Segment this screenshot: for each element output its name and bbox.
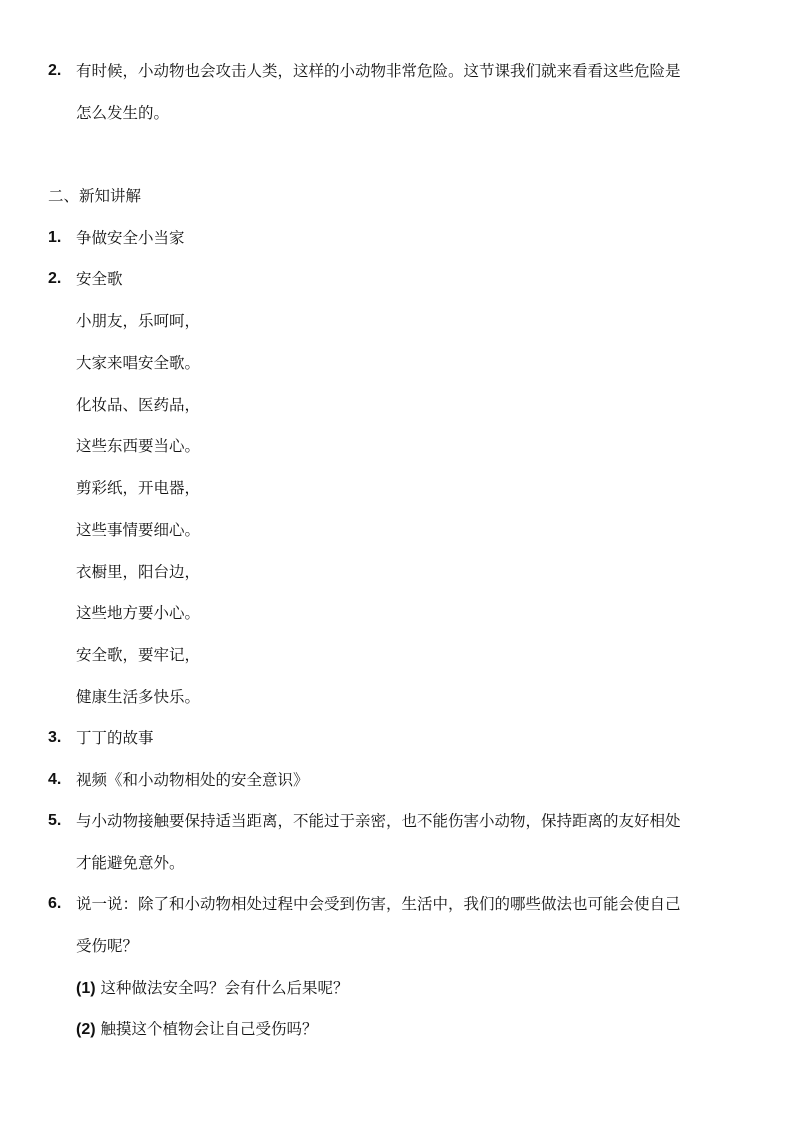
list-item: 视频《和小动物相处的安全意识》 <box>76 771 309 789</box>
song-line: 小朋友，乐呵呵， <box>76 312 201 330</box>
song-line: 这些事情要细心。 <box>76 521 201 539</box>
list-number: 3. <box>48 729 62 746</box>
song-line: 健康生活多快乐。 <box>76 688 201 706</box>
paragraph-line: 才能避免意外。 <box>76 854 185 872</box>
paragraph-line: 怎么发生的。 <box>76 104 170 122</box>
sub-question-text: 触摸这个植物会让自己受伤吗？ <box>100 1020 318 1038</box>
list-item: 安全歌 <box>76 270 123 288</box>
list-number: 2. <box>48 62 62 79</box>
paragraph-line: 受伤呢？ <box>76 937 139 955</box>
sub-question-marker: (1) <box>76 980 96 997</box>
song-line: 安全歌，要牢记， <box>76 646 201 664</box>
list-number: 6. <box>48 895 62 912</box>
sub-question-text: 这种做法安全吗？会有什么后果呢？ <box>100 979 349 997</box>
paragraph-line: 说一说：除了和小动物相处过程中会受到伤害，生活中，我们的哪些做法也可能会使自己 <box>76 895 681 913</box>
list-number: 1. <box>48 229 62 246</box>
song-line: 衣橱里，阳台边， <box>76 563 201 581</box>
sub-question <box>76 1018 318 1041</box>
list-number: 2. <box>48 270 62 287</box>
section-heading: 二、新知讲解 <box>48 187 142 205</box>
sub-question <box>76 977 349 1000</box>
list-item: 争做安全小当家 <box>76 229 185 247</box>
song-line: 大家来唱安全歌。 <box>76 354 201 372</box>
song-line: 剪彩纸，开电器， <box>76 479 201 497</box>
list-number: 4. <box>48 771 62 788</box>
sub-question-marker: (2) <box>76 1021 96 1038</box>
song-line: 这些东西要当心。 <box>76 437 201 455</box>
song-line: 这些地方要小心。 <box>76 604 201 622</box>
song-line: 化妆品、医药品， <box>76 396 201 414</box>
paragraph-line: 有时候，小动物也会攻击人类，这样的小动物非常危险。这节课我们就来看看这些危险是 <box>76 62 681 80</box>
paragraph-line: 与小动物接触要保持适当距离，不能过于亲密，也不能伤害小动物，保持距离的友好相处 <box>76 812 681 830</box>
list-number: 5. <box>48 812 62 829</box>
list-item: 丁丁的故事 <box>76 729 154 747</box>
